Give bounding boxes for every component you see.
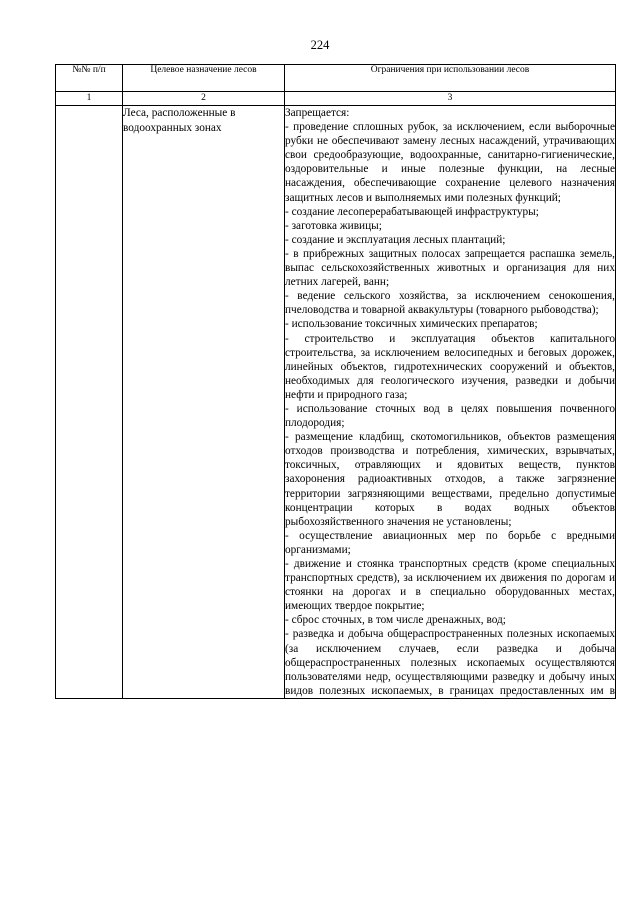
restriction-item: - в прибрежных защитных полосах запрещается распашка земель, выпас сельскохозяйственных животных и организация для них летних лагерей, ванн;: [285, 247, 615, 289]
restriction-item: - разведка и добыча общераспространенных полезных ископаемых (за исключением случаев, если разведка и добыча общераспространенных полезных ископаемых осуществляются пользователями недр, осуществляющими разведку и добычу иных видов полезных ископаемых, в границах предоставленных им в: [285, 628, 615, 697]
restriction-item: - заготовка живицы;: [285, 219, 382, 232]
row-index-cell: [56, 106, 123, 699]
restriction-item: - использование токсичных химических препаратов;: [285, 318, 538, 331]
restriction-item: - использование сточных вод в целях повышения почвенного плодородия;: [285, 402, 615, 430]
restrictions-table: [55, 64, 616, 699]
restriction-item: - ведение сельского хозяйства, за исключением сенокошения, пчеловодства и товарной аквакультуры (товарного рыбоводства);: [285, 290, 615, 317]
restriction-item: - создание и эксплуатация лесных плантаций;: [285, 233, 506, 246]
page-number: 224: [310, 38, 330, 52]
restrictions-title: Запрещается:: [285, 107, 350, 119]
column-number-row: [56, 92, 616, 106]
restriction-item: - движение и стоянка транспортных средств (кроме специальных транспортных средств), за исключением их движения по дорогам и стоянки на дорогах и в специально оборудованных местах, имеющих твердое покрытие;: [285, 558, 615, 613]
restriction-item: - строительство и эксплуатация объектов капитального строительства, за исключением велосипедных и беговых дорожек, линейных объектов, гидротехнических сооружений и объектов, необходимых для геологического изучения, разведки и добычи нефти и природного газа;: [285, 332, 615, 401]
header-purpose: Целевое назначение лесов: [123, 65, 285, 92]
restriction-item: - сброс сточных, в том числе дренажных, вод;: [285, 614, 506, 627]
restriction-item: - размещение кладбищ, скотомогильников, объектов размещения отходов производства и потребления, химических, взрывчатых, токсичных, отравляющих и ядовитых веществ, пунктов захоронения радиоактивных отходов, а также загрязнение территории загрязняющими веществами, предельно допустимые концентрации которых в водах водных объектов рыбохозяйственного значения не установлены;: [285, 431, 615, 528]
restriction-item: - создание лесоперерабатывающей инфраструктуры;: [285, 205, 539, 218]
table-header-row: [56, 65, 616, 92]
table-row: [56, 106, 616, 699]
restrictions-cell: [285, 106, 616, 699]
header-number: №№ п/п: [56, 65, 123, 92]
column-number-2: 2: [123, 92, 285, 106]
column-number-3: 3: [285, 92, 616, 106]
restriction-item: - проведение сплошных рубок, за исключением, если выборочные рубки не обеспечивают замену лесных насаждений, утрачивающих свои средообразующие, водоохранные, санитарно-гигиенические, оздоровительные и иные полезные функции, на лесные насаждения, обеспечивающие сохранение целевого назначения защитных лесов и выполняемых ими полезных функций;: [285, 121, 615, 204]
forest-purpose-cell: Леса, расположенные в водоохранных зонах: [123, 106, 285, 699]
restriction-item: - осуществление авиационных мер по борьбе с вредными организмами;: [285, 529, 615, 556]
column-number-1: 1: [56, 92, 123, 106]
header-restrictions: Ограничения при использовании лесов: [285, 65, 616, 92]
